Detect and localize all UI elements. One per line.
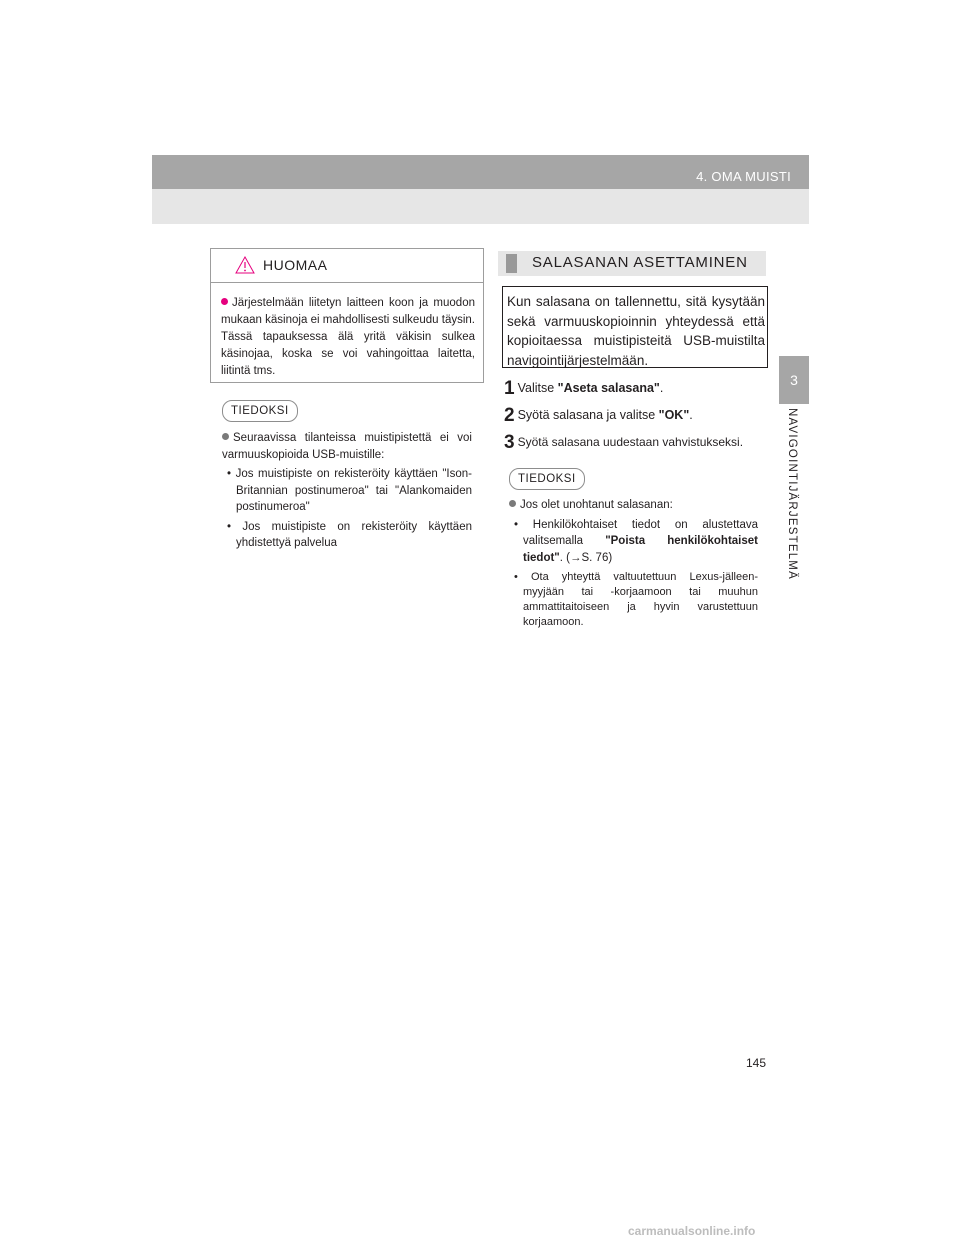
info-block-right	[509, 497, 758, 630]
step-3: 3 Syötä salasana uudestaan vahvistukseksi.	[504, 432, 744, 453]
notice-box	[210, 248, 484, 383]
notice-text: Järjestelmään liitetyn laitteen koon ja muodon mukaan käsinoja ei mahdollisesti sulkeudu täysin. Tässä tapauksessa älä yritä väkisin sulkea käsinojaa, koska se voi vahingoittaa laitetta, liitintä tms.	[221, 297, 475, 377]
info-block-left	[222, 430, 472, 552]
chapter-side-label: NAVIGOINTIJÄRJESTELMÄ	[786, 408, 798, 580]
header-band	[152, 155, 809, 189]
info-sub-item: • Jos muistipiste on rekisteröity käyttäen "Ison-Britannian postinumeroa" tai "Alankomaiden postinumeroa"	[227, 468, 472, 513]
step-button-label: "Aseta salasana"	[557, 381, 660, 395]
info-bullet-right: Jos olet unohtanut salasanan:	[509, 497, 758, 514]
header-sub-band	[152, 189, 809, 224]
info-sub-item: • Ota yhteyttä valtuutettuun Lexus-jälleen-myyjään tai -korjaamoon tai muuhun ammattitaitoiseen ja hyvin varustettuun korjaamoon.	[514, 571, 758, 628]
pink-bullet-icon	[221, 298, 228, 305]
step-1: 1 Valitse "Aseta salasana".	[504, 378, 664, 399]
section-heading	[498, 251, 766, 276]
chapter-title: 4. OMA MUISTI	[696, 169, 791, 184]
notice-title: HUOMAA	[263, 257, 328, 273]
intro-text: Kun salasana on tallennettu, sitä kysytään sekä varmuuskopioinnin yhteydessä että kopioitaessa muistipisteitä USB-muistilta navigointijärjestelmään.	[507, 294, 765, 368]
section-title: SALASANAN ASETTAMINEN	[532, 254, 748, 271]
info-badge-right: TIEDOKSI	[509, 468, 585, 490]
gray-bullet-icon	[509, 500, 516, 507]
notice-text-block	[221, 295, 475, 380]
section-marker	[506, 254, 517, 273]
step-number: 2	[504, 405, 515, 426]
notice-header	[211, 249, 483, 283]
info-sub-item: • Jos muistipiste on rekisteröity käyttäen yhdistettyä palvelua	[227, 520, 472, 549]
intro-box	[502, 286, 768, 368]
info-bullet-left: Seuraavissa tilanteissa muistipistettä ei voi varmuuskopioida USB-muistille:	[222, 432, 472, 461]
step-number: 1	[504, 378, 515, 399]
info-badge-left: TIEDOKSI	[222, 400, 298, 422]
page-number: 145	[746, 1056, 767, 1070]
chapter-tab-number: 3	[790, 372, 798, 388]
info-sub-item: • Henkilökohtaiset tiedot on alustettava valitsemalla "Poista henkilökohtaiset tiedot". (→S. 76)	[514, 518, 758, 564]
watermark: carmanualsonline.info	[628, 1224, 756, 1238]
step-2: 2 Syötä salasana ja valitse "OK".	[504, 405, 693, 426]
gray-bullet-icon	[222, 433, 229, 440]
warning-triangle-icon	[235, 256, 255, 274]
step-number: 3	[504, 432, 515, 453]
chapter-tab	[779, 356, 809, 404]
step-button-label: "OK"	[658, 408, 690, 422]
